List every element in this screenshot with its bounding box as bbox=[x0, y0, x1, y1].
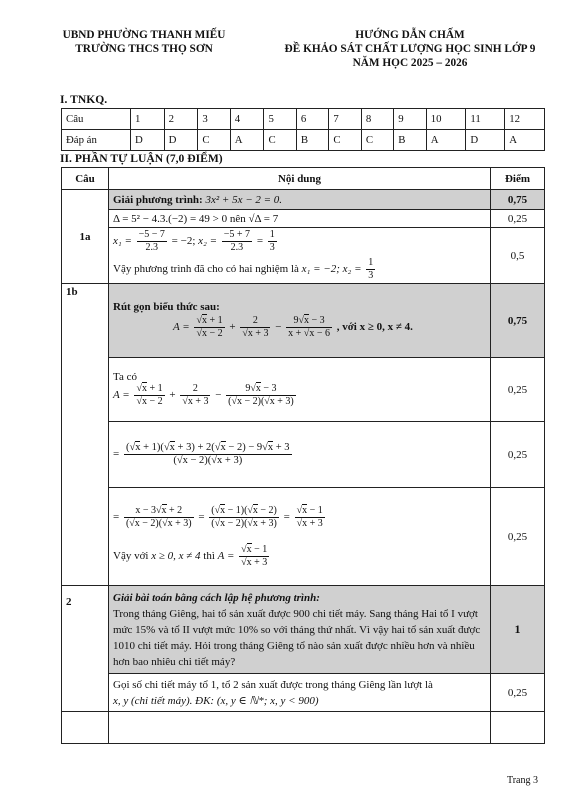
answer-cell: C bbox=[264, 130, 296, 151]
q2-task bbox=[109, 586, 491, 674]
page-number: Trang 3 bbox=[506, 775, 538, 786]
answer-cell: C bbox=[329, 130, 361, 151]
continuation-row bbox=[62, 712, 545, 744]
question-cell: 1 bbox=[131, 109, 165, 130]
row-label: Câu bbox=[62, 109, 131, 130]
q1a-roots-formula bbox=[113, 229, 486, 254]
q1a-conclusion bbox=[113, 257, 486, 282]
question-cell: 7 bbox=[329, 109, 361, 130]
question-cell: 10 bbox=[426, 109, 466, 130]
final-condition: x ≥ 0, x ≠ 4 bbox=[151, 549, 201, 562]
x2-denominator: 2.3 bbox=[230, 242, 244, 253]
q2-task-points: 1 bbox=[491, 586, 545, 674]
q1b-task-row bbox=[62, 284, 545, 358]
x1-value: = −2; bbox=[171, 235, 196, 248]
col-header-points: Điểm bbox=[491, 168, 545, 190]
q1a-delta: Δ = 5² − 4.3.(−2) = 49 > 0 nên √Δ = 7 bbox=[109, 210, 491, 228]
x2-numerator: −5 + 7 bbox=[223, 229, 251, 240]
step1-expression: A = $\frac{√x + 1}{√x - 2}$ + $\frac{2}{√x + 3}$ − $\frac{9√x - 3}{(√x - 2)(√x + 3)}$ bbox=[113, 383, 294, 407]
school-name: TRƯỜNG THCS THỌ SƠN bbox=[75, 43, 213, 55]
answer-cell: A bbox=[426, 130, 466, 151]
question-cell: 12 bbox=[505, 109, 545, 130]
doc-header bbox=[262, 28, 558, 70]
continuation-content bbox=[109, 712, 491, 744]
q1b-step2: = $\frac{(√x + 1)(√x + 3) + 2(√x - 2) - 9√x + 3}{(√x - 2)(√x + 3)}$ bbox=[109, 422, 491, 488]
table-header-row bbox=[62, 168, 545, 190]
question-cell: 8 bbox=[361, 109, 393, 130]
answer-cell: A bbox=[230, 130, 264, 151]
q1b-step2-points: 0,25 bbox=[491, 422, 545, 488]
conclusion-text: Vậy phương trình đã cho có hai nghiệm là bbox=[113, 263, 299, 276]
q2-solution-row bbox=[62, 674, 545, 712]
question-cell: 9 bbox=[394, 109, 426, 130]
q1b-expression: A = $\frac{√x + 1}{√x - 2}$ + $\frac{2}{√x + 3}$ − $\frac{9√x - 3}{x + √x - 6}$ , với x ≥ 0, x ≠ 4. bbox=[173, 315, 413, 339]
x2-fraction bbox=[222, 229, 252, 254]
answer-cell: A bbox=[505, 130, 545, 151]
col-header-question: Câu bbox=[62, 168, 109, 190]
q2-sol-line2: x, y (chi tiết máy). ĐK: (x, y ∈ ℕ*; x, y < 900) bbox=[113, 694, 319, 707]
section-2-title: II. PHẦN TỰ LUẬN (7,0 ĐIỂM) bbox=[60, 152, 223, 165]
doc-type: HƯỚNG DẪN CHẤM bbox=[355, 29, 465, 41]
step3-expression: = $\frac{x - 3√x + 2}{(√x - 2)(√x + 3)}$ = $\frac{(√x - 1)(√x - 2)}{(√x - 2)(√x + 3)}$ = $\frac{√x - 1}{√x + 3}$ bbox=[113, 504, 323, 529]
x2-value-fraction bbox=[268, 229, 277, 254]
q1b-task-points: 0,75 bbox=[491, 284, 545, 358]
final-pre: Vậy với bbox=[113, 549, 149, 562]
conclusion-numerator: 1 bbox=[368, 257, 374, 268]
question-cell: 11 bbox=[466, 109, 505, 130]
answer-cell: B bbox=[394, 130, 426, 151]
q1a-roots-points: 0,5 bbox=[491, 228, 545, 284]
answer-cell: D bbox=[131, 130, 165, 151]
continuation-label bbox=[62, 712, 109, 744]
q1b-task bbox=[109, 284, 491, 358]
q1a-label: 1a bbox=[62, 190, 109, 284]
final-mid: thì bbox=[203, 549, 215, 562]
answer-cell: C bbox=[361, 130, 393, 151]
q1a-equation: 3x² + 5x − 2 = 0. bbox=[205, 193, 283, 206]
q1a-roots bbox=[109, 228, 491, 284]
q1a-task-text: Giải phương trình: bbox=[113, 193, 203, 206]
conclusion-denominator: 3 bbox=[368, 270, 374, 281]
q1b-step3-points: 0,25 bbox=[491, 488, 545, 586]
q1b-step1-points: 0,25 bbox=[491, 358, 545, 422]
q1a-delta-row bbox=[62, 210, 545, 228]
answer-cell: D bbox=[466, 130, 505, 151]
x2-value-denominator: 3 bbox=[269, 242, 275, 253]
conclusion-fraction bbox=[366, 257, 375, 282]
essay-grading-table bbox=[61, 167, 545, 744]
q1b-final: Vậy với x ≥ 0, x ≠ 4 thì A = $\frac{√x - 1}{√x + 3}$ bbox=[113, 543, 268, 568]
x1-denominator: 2.3 bbox=[145, 242, 159, 253]
q2-solution bbox=[109, 674, 491, 712]
q1a-task-row bbox=[62, 190, 545, 210]
q2-task-text: Trong tháng Giêng, hai tổ sản xuất được 900 chi tiết máy. Sang tháng Hai tổ I vượt mức 15% và tổ II vượt mức 10% so với tháng thứ nhất. Vì vậy hai tổ sản xuất được 1010 chi tiết máy. Hỏi trong tháng Giêng tổ nào sản xuất được nhiều hơn và nhiều hơn bao nhiêu chi tiết máy? bbox=[113, 607, 481, 668]
q2-solution-points: 0,25 bbox=[491, 674, 545, 712]
x2-equals: = bbox=[256, 235, 264, 248]
q1b-condition: , với x ≥ 0, x ≠ 4. bbox=[336, 321, 413, 334]
q2-task-title: Giải bài toán bằng cách lập hệ phương trình: bbox=[113, 591, 320, 604]
x2-label: x₂ = bbox=[198, 235, 218, 248]
x1-label: x₁ = bbox=[113, 235, 132, 248]
q1a-delta-points: 0,25 bbox=[491, 210, 545, 228]
mcq-answer-table bbox=[61, 108, 545, 151]
col-header-content: Nội dung bbox=[109, 168, 491, 190]
q1b-label: 1b bbox=[62, 284, 109, 586]
answer-cell: C bbox=[198, 130, 230, 151]
q1b-step3-row bbox=[62, 488, 545, 586]
row-label: Đáp án bbox=[62, 130, 131, 151]
answer-row bbox=[62, 130, 545, 151]
question-cell: 4 bbox=[230, 109, 264, 130]
question-cell: 6 bbox=[296, 109, 328, 130]
q1b-step1 bbox=[109, 358, 491, 422]
question-row bbox=[62, 109, 545, 130]
q1a-task-points: 0,75 bbox=[491, 190, 545, 210]
q1b-task-text: Rút gọn biểu thức sau: bbox=[113, 301, 220, 313]
q1b-step1-row bbox=[62, 358, 545, 422]
x2-value-numerator: 1 bbox=[269, 229, 275, 240]
answer-cell: B bbox=[296, 130, 328, 151]
conclusion-roots: x₁ = −2; x₂ = bbox=[301, 263, 362, 276]
q2-task-row bbox=[62, 586, 545, 674]
exam-title: ĐỀ KHẢO SÁT CHẤT LƯỢNG HỌC SINH LỚP 9 bbox=[284, 43, 536, 55]
school-year: NĂM HỌC 2025 – 2026 bbox=[352, 57, 468, 69]
x1-numerator: −5 − 7 bbox=[138, 229, 165, 240]
q2-sol-line1: Gọi số chi tiết máy tổ 1, tổ 2 sản xuất được trong tháng Giêng lần lượt là bbox=[113, 678, 433, 691]
q1b-step2-row bbox=[62, 422, 545, 488]
school-header bbox=[44, 28, 244, 56]
section-1-title: I. TNKQ. bbox=[60, 93, 108, 106]
x1-fraction bbox=[137, 229, 167, 254]
ward-name: UBND PHƯỜNG THANH MIẾU bbox=[62, 29, 226, 41]
question-cell: 5 bbox=[264, 109, 296, 130]
question-cell: 2 bbox=[164, 109, 198, 130]
q1a-task bbox=[109, 190, 491, 210]
q2-label: 2 bbox=[62, 586, 109, 712]
q1a-roots-row bbox=[62, 228, 545, 284]
question-cell: 3 bbox=[198, 109, 230, 130]
continuation-points bbox=[491, 712, 545, 744]
step1-intro: Ta có bbox=[113, 371, 137, 383]
q1b-step3 bbox=[109, 488, 491, 586]
answer-cell: D bbox=[164, 130, 198, 151]
